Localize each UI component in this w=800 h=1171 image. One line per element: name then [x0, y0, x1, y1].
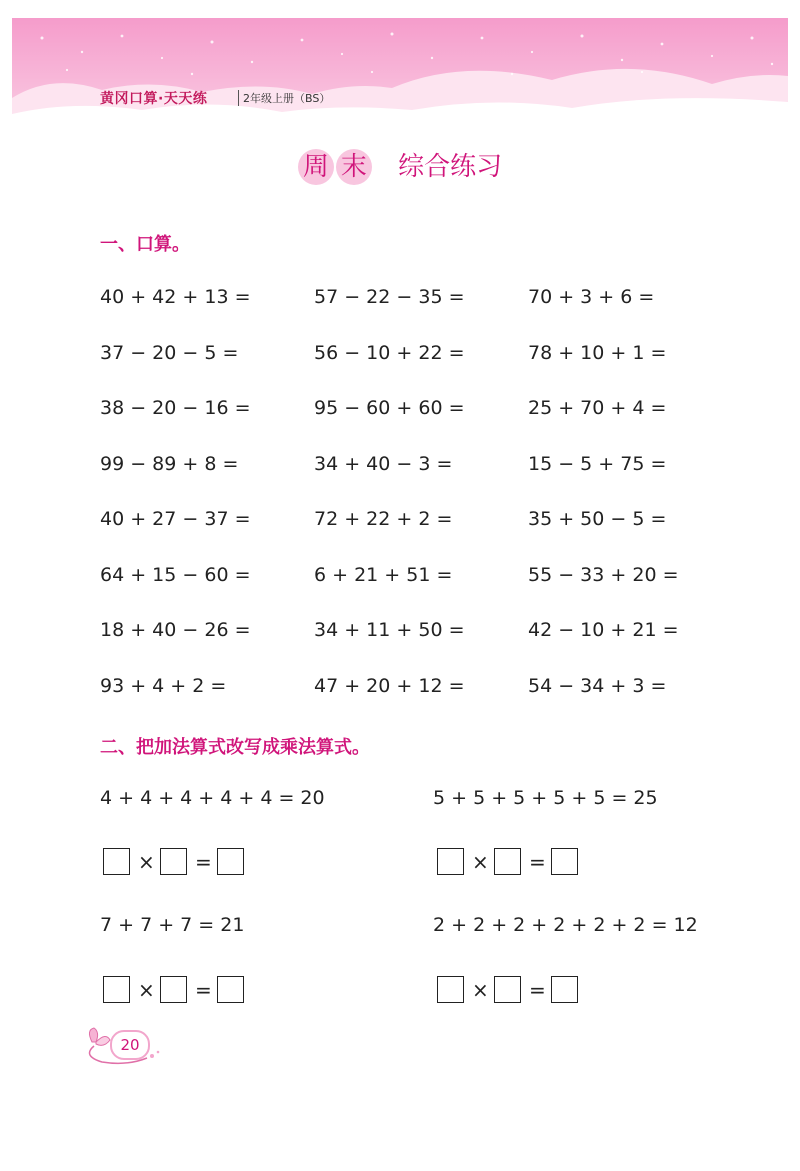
oral-calc-item: 42 − 10 + 21 = [528, 619, 679, 641]
oral-calc-item: 57 − 22 − 35 = [314, 286, 465, 308]
answer-box[interactable] [160, 848, 187, 875]
topic-title: 综合练习 [398, 152, 503, 182]
equals-sign: = [195, 849, 212, 874]
oral-calc-item: 54 − 34 + 3 = [528, 675, 667, 697]
section-2-heading: 二、把加法算式改写成乘法算式。 [100, 737, 370, 758]
answer-box[interactable] [437, 848, 464, 875]
multiplication-answer-row [437, 848, 578, 875]
oral-calc-item: 35 + 50 − 5 = [528, 508, 667, 530]
oral-calc-item: 93 + 4 + 2 = [100, 675, 227, 697]
equals-sign: = [195, 977, 212, 1002]
addition-expression: 7 + 7 + 7 = 21 [100, 914, 245, 936]
addition-expression: 5 + 5 + 5 + 5 + 5 = 25 [433, 787, 658, 809]
multiplication-answer-row [437, 976, 578, 1003]
answer-box[interactable] [103, 848, 130, 875]
oral-calc-item: 95 − 60 + 60 = [314, 397, 465, 419]
answer-box[interactable] [160, 976, 187, 1003]
answer-box[interactable] [217, 848, 244, 875]
oral-calc-item: 55 − 33 + 20 = [528, 564, 679, 586]
oral-calc-item: 78 + 10 + 1 = [528, 342, 667, 364]
oral-calc-item: 34 + 11 + 50 = [314, 619, 465, 641]
weekend-label [298, 149, 372, 185]
answer-box[interactable] [217, 976, 244, 1003]
oral-calc-item: 15 − 5 + 75 = [528, 453, 667, 475]
brand-logo-text: 黄冈口算·天天练 [100, 91, 208, 107]
answer-box[interactable] [494, 848, 521, 875]
multiplication-answer-row [103, 976, 244, 1003]
header-banner-art [12, 18, 788, 128]
oral-calc-item: 37 − 20 − 5 = [100, 342, 239, 364]
times-sign: × [472, 977, 489, 1002]
times-sign: × [472, 849, 489, 874]
addition-expression: 2 + 2 + 2 + 2 + 2 + 2 = 12 [433, 914, 698, 936]
oral-calc-item: 56 − 10 + 22 = [314, 342, 465, 364]
grade-label: 2年级上册（BS） [238, 90, 330, 106]
multiplication-answer-row [103, 848, 244, 875]
answer-box[interactable] [551, 848, 578, 875]
times-sign: × [138, 849, 155, 874]
oral-calc-item: 25 + 70 + 4 = [528, 397, 667, 419]
oral-calc-item: 6 + 21 + 51 = [314, 564, 453, 586]
weekend-char-2: 末 [336, 149, 372, 185]
weekend-char-1: 周 [298, 149, 334, 185]
addition-expression: 4 + 4 + 4 + 4 + 4 = 20 [100, 787, 325, 809]
oral-calc-item: 40 + 27 − 37 = [100, 508, 251, 530]
oral-calc-item: 64 + 15 − 60 = [100, 564, 251, 586]
page-number: 20 [110, 1030, 150, 1060]
header-banner [12, 18, 788, 128]
page-title [0, 146, 800, 185]
section-1-heading: 一、口算。 [100, 234, 190, 255]
oral-calc-item: 47 + 20 + 12 = [314, 675, 465, 697]
answer-box[interactable] [103, 976, 130, 1003]
oral-calc-item: 40 + 42 + 13 = [100, 286, 251, 308]
answer-box[interactable] [494, 976, 521, 1003]
equals-sign: = [529, 849, 546, 874]
answer-box[interactable] [551, 976, 578, 1003]
oral-calc-item: 99 − 89 + 8 = [100, 453, 239, 475]
answer-box[interactable] [437, 976, 464, 1003]
times-sign: × [138, 977, 155, 1002]
equals-sign: = [529, 977, 546, 1002]
oral-calc-item: 34 + 40 − 3 = [314, 453, 453, 475]
oral-calc-item: 72 + 22 + 2 = [314, 508, 453, 530]
oral-calc-item: 38 − 20 − 16 = [100, 397, 251, 419]
oral-calc-item: 18 + 40 − 26 = [100, 619, 251, 641]
oral-calc-item: 70 + 3 + 6 = [528, 286, 655, 308]
